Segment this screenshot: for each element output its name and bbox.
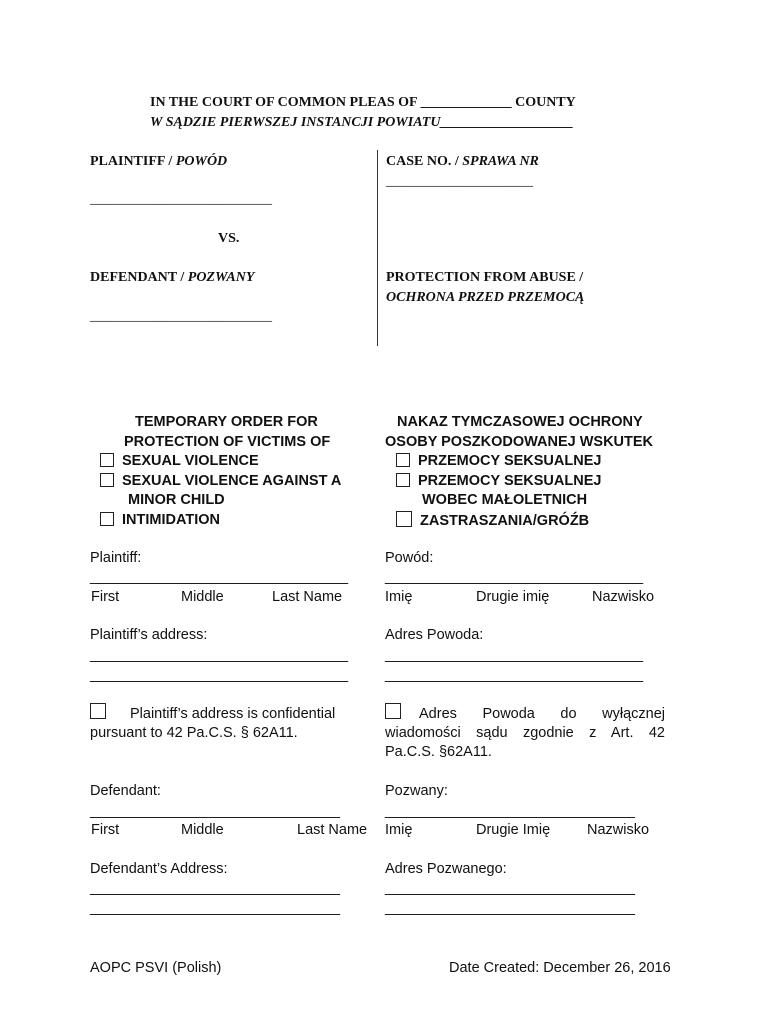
defendant-label: Defendant: <box>90 783 161 799</box>
checkbox-przemocy-seksualnej-maloletnich[interactable] <box>396 473 410 487</box>
plaintiff-label-en: PLAINTIFF / <box>90 154 176 169</box>
defendant-label-pl: POZWANY <box>187 270 255 285</box>
checkbox-zastraszania[interactable] <box>396 511 412 527</box>
powod-name-line[interactable]: ________________________________ <box>385 569 644 585</box>
plaintiff-label: Plaintiff: <box>90 550 142 566</box>
option-label: PRZEMOCY SEKSUALNEJ <box>418 453 602 469</box>
pozwany-last-label: Nazwisko <box>587 822 650 838</box>
pozwany-name-line[interactable]: _______________________________ <box>385 803 635 819</box>
plaintiff-middle-label: Middle <box>181 589 224 605</box>
powod-confidential-checkbox[interactable] <box>385 703 401 722</box>
plaintiff-address-label: Plaintiff’s address: <box>90 627 208 643</box>
order-en-option-minor <box>100 472 341 492</box>
order-title-polish <box>385 413 653 531</box>
powod-label: Powód: <box>385 550 434 566</box>
defendant-first-label: First <box>91 822 120 838</box>
defendant-middle-label: Middle <box>181 822 224 838</box>
plaintiff-first-label: First <box>91 589 120 605</box>
plaintiff-caption-line[interactable]: __________________________ <box>90 192 272 207</box>
form-identifier: AOPC PSVI (Polish) <box>90 960 222 976</box>
checkbox-square-icon[interactable] <box>385 703 401 719</box>
pozwany-address-label: Adres Pozwanego: <box>385 861 507 877</box>
order-en-line1: TEMPORARY ORDER FOR <box>135 414 318 430</box>
powod-confidential-statute: wiadomości sądu zgodnie z Art. 42 <box>385 725 665 741</box>
checkbox-intimidation[interactable] <box>100 512 114 526</box>
option-label: SEXUAL VIOLENCE <box>122 453 259 469</box>
powod-address-line-2[interactable]: ________________________________ <box>385 667 644 683</box>
pozwany-address-line-2[interactable]: _______________________________ <box>385 900 635 916</box>
defendant-last-label: Last Name <box>297 822 368 838</box>
case-number-label <box>386 154 539 170</box>
option-label: SEXUAL VIOLENCE AGAINST A <box>122 472 342 489</box>
defendant-caption-label <box>90 270 254 286</box>
court-line-english: IN THE COURT OF COMMON PLEAS OF _____________ COUNTY <box>150 95 576 110</box>
plaintiff-confidential-checkbox[interactable] <box>90 703 106 722</box>
pozwany-first-label: Imię <box>385 822 413 838</box>
powod-address-line-1[interactable]: ________________________________ <box>385 647 644 663</box>
defendant-address-line-1[interactable]: _______________________________ <box>90 880 340 896</box>
plaintiff-name-line[interactable]: ________________________________ <box>90 569 349 585</box>
defendant-label-en: DEFENDANT / <box>90 270 188 285</box>
option-label: PRZEMOCY SEKSUALNEJ <box>418 472 602 489</box>
powod-last-label: Nazwisko <box>592 589 655 605</box>
order-pl-option-intimidation <box>385 511 653 532</box>
plaintiff-confidential-text: Plaintiff’s address is confidential <box>130 706 336 722</box>
powod-confidential-text: Adres Powoda do wyłącznej <box>419 706 665 722</box>
powod-address-label: Adres Powoda: <box>385 627 484 643</box>
powod-middle-label: Drugie imię <box>476 589 550 605</box>
powod-first-label: Imię <box>385 589 413 605</box>
pfa-label-en: PROTECTION FROM ABUSE / <box>386 270 584 285</box>
option-label: ZASTRASZANIA/GRÓŹB <box>420 512 590 529</box>
case-no-label-en: CASE NO. / <box>386 154 463 169</box>
order-en-option-minor-cont: MINOR CHILD <box>128 492 225 508</box>
plaintiff-address-line-1[interactable]: ________________________________ <box>90 647 349 663</box>
order-en-option-sexual-violence <box>100 452 341 472</box>
order-title-english <box>100 413 341 530</box>
defendant-address-label: Defendant’s Address: <box>90 861 228 877</box>
order-pl-option-minor <box>385 472 653 492</box>
plaintiff-confidential-statute: pursuant to 42 Pa.C.S. § 62A11. <box>90 725 298 741</box>
pozwany-address-line-1[interactable]: _______________________________ <box>385 880 635 896</box>
order-pl-option-sexual-violence <box>385 452 653 472</box>
defendant-caption-line[interactable]: __________________________ <box>90 309 272 324</box>
court-line-polish: W SĄDZIE PIERWSZEJ INSTANCJI POWIATU___________________ <box>150 115 574 130</box>
plaintiff-caption-label <box>90 154 227 170</box>
powod-confidential-statute-cont: Pa.C.S. §62A11. <box>385 744 492 760</box>
order-pl-line1: NAKAZ TYMCZASOWEJ OCHRONY <box>397 414 643 430</box>
checkbox-sexual-violence[interactable] <box>100 453 114 467</box>
order-en-line2: PROTECTION OF VICTIMS OF <box>124 433 331 450</box>
order-pl-option-minor-cont: WOBEC MAŁOLETNICH <box>422 492 588 508</box>
plaintiff-address-line-2[interactable]: ________________________________ <box>90 667 349 683</box>
pozwany-middle-label: Drugie Imię <box>476 822 551 838</box>
checkbox-przemocy-seksualnej[interactable] <box>396 453 410 467</box>
date-created: Date Created: December 26, 2016 <box>449 960 671 976</box>
checkbox-sexual-violence-minor[interactable] <box>100 473 114 487</box>
case-number-line[interactable]: _____________________ <box>386 174 533 189</box>
defendant-name-line[interactable]: _______________________________ <box>90 803 340 819</box>
plaintiff-label-pl: POWÓD <box>175 154 228 169</box>
pfa-label-pl: OCHRONA PRZED PRZEMOCĄ <box>386 290 585 305</box>
option-label: INTIMIDATION <box>122 511 220 528</box>
defendant-address-line-2[interactable]: _______________________________ <box>90 900 340 916</box>
order-pl-line2: OSOBY POSZKODOWANEJ WSKUTEK <box>385 433 654 450</box>
order-en-option-intimidation <box>100 511 341 531</box>
versus-label: VS. <box>218 231 240 246</box>
plaintiff-last-label: Last Name <box>272 589 343 605</box>
case-no-label-pl: SPRAWA NR <box>462 154 539 169</box>
caption-divider <box>377 150 378 346</box>
checkbox-square-icon[interactable] <box>90 703 106 719</box>
pozwany-label: Pozwany: <box>385 783 448 799</box>
